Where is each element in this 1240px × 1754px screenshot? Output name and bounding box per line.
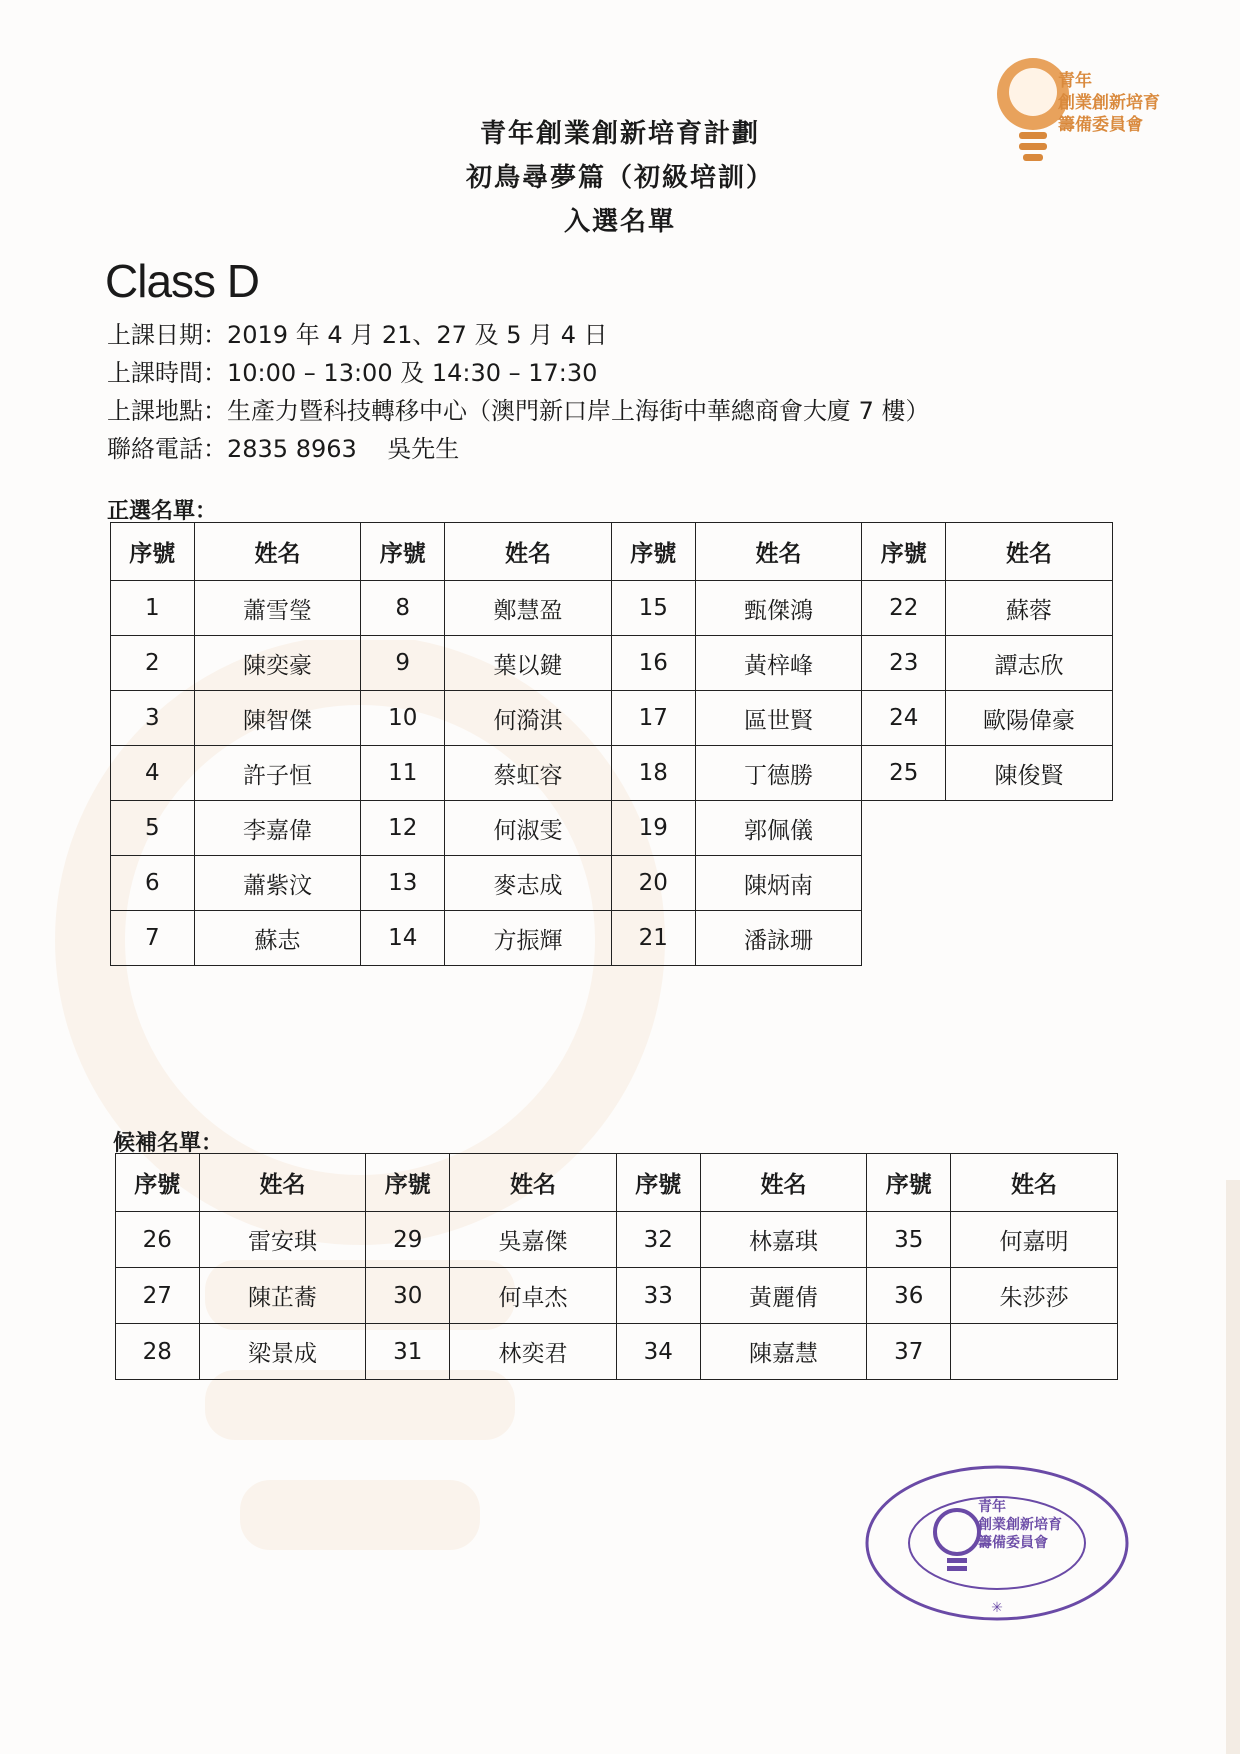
cell-name: 陳芷蕎 [199,1268,366,1324]
header-name: 姓名 [199,1154,366,1212]
svg-text:✳: ✳ [991,1600,1003,1616]
cell-number: 22 [862,581,946,636]
cell-name: 陳炳南 [695,856,862,911]
cell-number: 12 [361,801,445,856]
cell-number: 9 [361,636,445,691]
cell-name: 何漪淇 [445,691,612,746]
table-row [111,856,1113,911]
empty-cell [862,911,946,966]
header-number: 序號 [867,1154,951,1212]
cell-name: 陳智傑 [194,691,361,746]
cell-number: 3 [111,691,195,746]
cell-name: 林奕君 [450,1324,617,1380]
cell-name: 丁德勝 [695,746,862,801]
cell-name: 雷安琪 [199,1212,366,1268]
program-subtitle: 初鳥尋夢篇（初級培訓） [465,163,774,193]
cell-number: 8 [361,581,445,636]
cell-name: 郭佩儀 [695,801,862,856]
table-row [111,691,1113,746]
class-title: Class D [105,255,260,307]
cell-name: 何嘉明 [951,1212,1118,1268]
header-number: 序號 [616,1154,700,1212]
header-name: 姓名 [946,523,1113,581]
cell-name: 甄傑鴻 [695,581,862,636]
header-name: 姓名 [445,523,612,581]
header-name: 姓名 [450,1154,617,1212]
header-number: 序號 [111,523,195,581]
cell-number: 14 [361,911,445,966]
document-header [0,112,1240,244]
course-info [107,316,930,468]
header-row [111,523,1113,581]
time-row: 上課時間：10:00 – 13:00 及 14:30 – 17:30 [107,359,598,387]
header-number: 序號 [862,523,946,581]
date-row: 上課日期：2019 年 4 月 21、27 及 5 月 4 日 [107,321,608,349]
table-row [111,801,1113,856]
empty-cell [946,856,1113,911]
cell-number: 36 [867,1268,951,1324]
cell-number: 23 [862,636,946,691]
header-name: 姓名 [194,523,361,581]
cell-name: 陳俊賢 [946,746,1113,801]
cell-number: 11 [361,746,445,801]
header-name: 姓名 [951,1154,1118,1212]
header-number: 序號 [611,523,695,581]
cell-name: 潘詠珊 [695,911,862,966]
cell-number: 6 [111,856,195,911]
cell-number: 5 [111,801,195,856]
cell-name: 何卓杰 [450,1268,617,1324]
cell-number: 25 [862,746,946,801]
cell-number: 31 [366,1324,450,1380]
cell-name: 黃梓峰 [695,636,862,691]
cell-name: 陳奕豪 [194,636,361,691]
table-row [116,1212,1118,1268]
cell-name: 李嘉偉 [194,801,361,856]
empty-cell [946,911,1113,966]
program-title: 青年創業創新培育計劃 [479,119,760,149]
cell-number: 15 [611,581,695,636]
cell-number: 21 [611,911,695,966]
header-row [116,1154,1118,1212]
cell-name: 許子恒 [194,746,361,801]
cell-name: 蕭紫汶 [194,856,361,911]
cell-number: 2 [111,636,195,691]
cell-name: 朱莎莎 [951,1268,1118,1324]
cell-number: 26 [116,1212,200,1268]
waitlist-label: 候補名單： [113,1131,224,1156]
cell-name: 梁景成 [199,1324,366,1380]
cell-number: 29 [366,1212,450,1268]
cell-name: 蘇志 [194,911,361,966]
cell-number: 19 [611,801,695,856]
cell-number: 18 [611,746,695,801]
cell-name: 歐陽偉豪 [946,691,1113,746]
committee-logo-text: 青年 創業創新培育 籌備委員會 [1058,71,1160,135]
table-row [111,636,1113,691]
table-row [116,1324,1118,1380]
cell-number: 27 [116,1268,200,1324]
cell-name: 方振輝 [445,911,612,966]
cell-number: 13 [361,856,445,911]
cell-number: 20 [611,856,695,911]
header-number: 序號 [361,523,445,581]
table-row [111,746,1113,801]
empty-cell [862,856,946,911]
cell-name: 林嘉琪 [700,1212,867,1268]
cell-name: 蕭雪瑩 [194,581,361,636]
waitlist-table [115,1153,1118,1380]
page-edge [1226,1180,1240,1754]
cell-number: 35 [867,1212,951,1268]
cell-number: 17 [611,691,695,746]
cell-number: 1 [111,581,195,636]
cell-name: 黃麗倩 [700,1268,867,1324]
table-row [116,1268,1118,1324]
cell-number: 16 [611,636,695,691]
stamp-text: 青年 創業創新培育 籌備委員會 [978,1499,1062,1551]
empty-cell [862,801,946,856]
header-name: 姓名 [695,523,862,581]
cell-number: 32 [616,1212,700,1268]
main-list-table [110,522,1113,966]
empty-cell [946,801,1113,856]
table-row [111,581,1113,636]
header-number: 序號 [366,1154,450,1212]
cell-name: 譚志欣 [946,636,1113,691]
cell-name [951,1324,1118,1380]
cell-name: 蘇蓉 [946,581,1113,636]
cell-number: 10 [361,691,445,746]
cell-name: 區世賢 [695,691,862,746]
cell-number: 33 [616,1268,700,1324]
cell-name: 鄭慧盈 [445,581,612,636]
cell-number: 7 [111,911,195,966]
cell-name: 何淑雯 [445,801,612,856]
cell-number: 28 [116,1324,200,1380]
cell-name: 蔡虹容 [445,746,612,801]
main-list-label: 正選名單： [107,499,218,524]
header-name: 姓名 [700,1154,867,1212]
table-row [111,911,1113,966]
cell-name: 陳嘉慧 [700,1324,867,1380]
cell-number: 4 [111,746,195,801]
header-number: 序號 [116,1154,200,1212]
cell-name: 吳嘉傑 [450,1212,617,1268]
venue-row: 上課地點：生產力暨科技轉移中心（澳門新口岸上海街中華總商會大廈 7 樓） [107,397,930,425]
phone-row: 聯絡電話：2835 8963 吳先生 [107,435,460,463]
cell-number: 24 [862,691,946,746]
cell-number: 30 [366,1268,450,1324]
cell-name: 麥志成 [445,856,612,911]
list-title: 入選名單 [563,207,676,237]
cell-name: 葉以鍵 [445,636,612,691]
cell-number: 37 [867,1324,951,1380]
cell-number: 34 [616,1324,700,1380]
